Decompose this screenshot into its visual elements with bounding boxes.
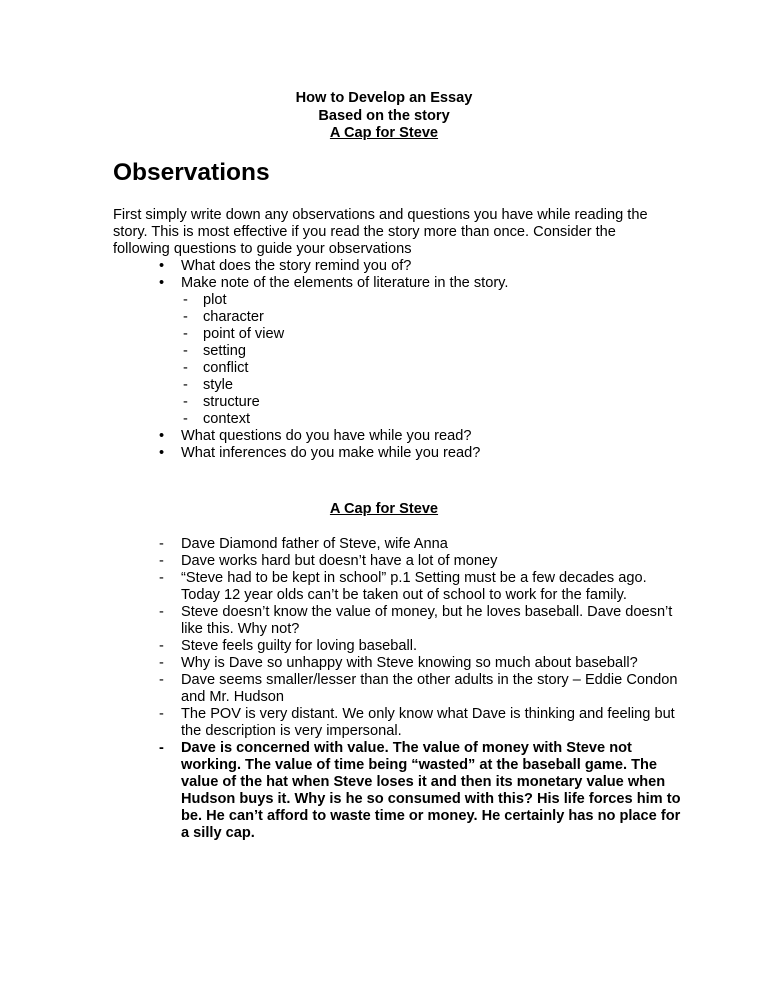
literature-element: - setting xyxy=(181,343,679,360)
literature-element: - structure xyxy=(181,394,679,411)
note-item: - The POV is very distant. We only know what Dave is thinking and feeling but the description is very impersonal. xyxy=(159,706,689,740)
note-item: - Steve feels guilty for loving baseball. xyxy=(159,638,689,655)
story-notes-list xyxy=(159,536,689,842)
note-item: - “Steve had to be kept in school” p.1 Setting must be a few decades ago. Today 12 year olds can’t be taken out of school to work for the family. xyxy=(159,570,689,604)
literature-elements-list xyxy=(181,292,679,428)
section-title-story: A Cap for Steve xyxy=(329,501,439,517)
guide-question: • What inferences do you make while you read? xyxy=(159,445,679,462)
note-item: - Dave works hard but doesn’t have a lot of money xyxy=(159,553,689,570)
guide-question: • What does the story remind you of? xyxy=(159,258,679,275)
note-item: - Steve doesn’t know the value of money, but he loves baseball. Dave doesn’t like this. Why not? xyxy=(159,604,689,638)
note-item-conclusion: - Dave is concerned with value. The value of money with Steve not working. The value of time being “wasted” at the baseball game. The value of the hat when Steve loses it and then its monetary value when Hudson buys it. Why is he so consumed with this? His life forces him to be. He can’t afford to waste time or money. He certainly has no place for a silly cap. xyxy=(159,740,689,842)
guide-questions-list xyxy=(159,258,679,462)
literature-element: - character xyxy=(181,309,679,326)
note-item: - Why is Dave so unhappy with Steve knowing so much about baseball? xyxy=(159,655,689,672)
guide-question: • What questions do you have while you read? xyxy=(159,428,679,445)
literature-element: - conflict xyxy=(181,360,679,377)
literature-element: - context xyxy=(181,411,679,428)
document-header xyxy=(0,90,768,143)
section-heading-observations: Observations xyxy=(113,159,270,186)
literature-element: - style xyxy=(181,377,679,394)
note-item: - Dave seems smaller/lesser than the other adults in the story – Eddie Condon and Mr. Hudson xyxy=(159,672,689,706)
note-item: - Dave Diamond father of Steve, wife Anna xyxy=(159,536,689,553)
header-title: How to Develop an Essay xyxy=(295,90,473,106)
header-story-title: A Cap for Steve xyxy=(329,125,439,141)
intro-paragraph: First simply write down any observations and questions you have while reading the story. This is most effective if you read the story more than once. Consider the following questions to guide your observations xyxy=(113,207,648,257)
header-subtitle: Based on the story xyxy=(318,107,450,124)
literature-element: - plot xyxy=(181,292,679,309)
literature-element: - point of view xyxy=(181,326,679,343)
guide-question: • Make note of the elements of literature in the story. - plot - character - point of view - setting - conflict - style - structure - context xyxy=(159,275,679,428)
